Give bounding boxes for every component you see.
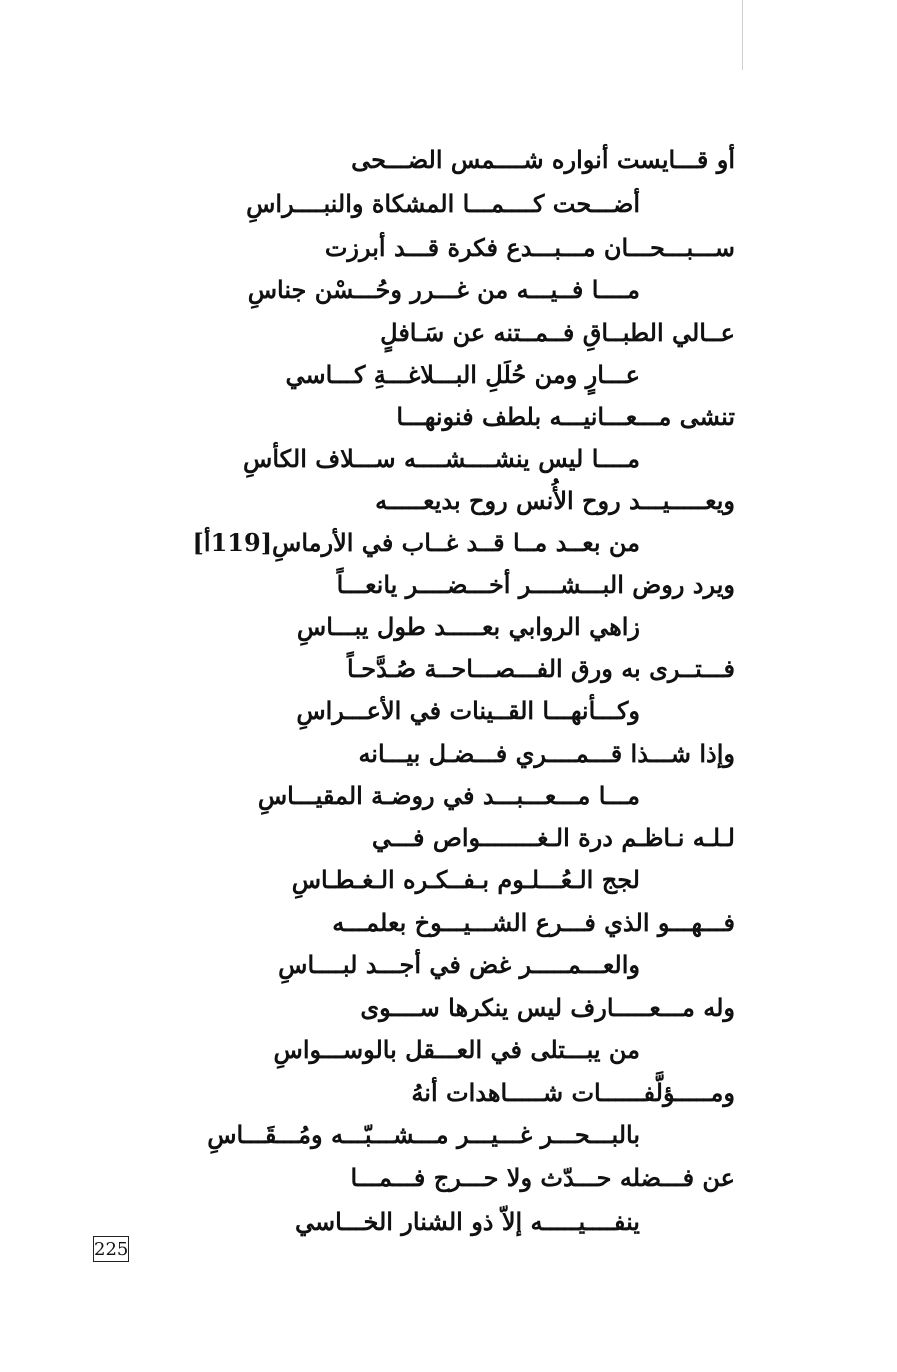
verse-21: وله مـــعـــــارف ليس ينكرها ســــوى [360,993,735,1022]
verse-2: أضـــحت كــــمـــا المشكاة والنبــــراسِ [246,189,640,218]
verse-23: ومـــــؤلَّفــــــات شـــــاهدات أنهُ [411,1078,735,1107]
verse-14: وكـــأنهـــا القــينات في الأعـــراسِ [296,696,640,725]
verse-17: لـلـه نـاظـم درة الـغــــــــواص فـــي [371,823,735,852]
verse-20: والعـــمـــــر غض في أجـــد لبــــاسِ [278,950,640,979]
verse-19: فـــهـــو الذي فـــرع الشـــيـــوخ بعلمـــه [332,908,735,937]
verse-13: فـــتــرى به ورق الفـــصـــاحــة صُـدَّحـاً [346,654,735,683]
verse-22: من يبـــتلى في العـــقل بالوســـواسِ [273,1035,640,1064]
verse-1: أو قـــايست أنواره شــــمس الضـــحى [351,145,735,174]
verse-9: ويعـــــيـــد روح الأُنس روح بديعـــــه [375,486,735,515]
page-number: 225 [93,1236,129,1262]
verse-10: من بعــد مــا قــد غــاب في الأرماسِ[119أ] [192,528,640,557]
verse-24: بالبـــحـــر غـــيـــر مـــشـــبّـــه ومُـــقَـــاسِ [207,1120,640,1149]
verse-11: ويرد روض البـــشــــر أخـــضــــر يانعـــاً [336,570,735,599]
verse-6: عـــارٍ ومن حُلَلِ البـــلاغـــةِ كـــاسي [285,360,640,389]
verse-12: زاهي الروابي بعـــــد طول يبـــاسِ [296,612,640,641]
verse-16: مـــا مـــعـــبـــد في روضـة المقيـــاسِ [257,781,640,810]
verse-4: مــــا فــيـــه من غـــرر وحُـــسْن جناسِ [247,275,640,304]
verse-3: ســـبـــحـــان مـــبـــدع فكرة قـــد أبرزت [324,233,735,262]
verse-26: ينفــــيـــــه إلاّ ذو الشنار الخـــاسي [294,1207,640,1236]
verse-18: لجج الـعُـــلـوم بـفــكـره الـغـطـاسِ [291,865,640,894]
verse-25: عن فـــضله حـــدّث ولا حـــرج فـــمـــا [350,1163,735,1192]
verse-5: عــالي الطبــاقِ فــمــتنه عن سَـافلٍ [380,318,735,347]
verse-8: مــــا ليس ينشــــشــــه ســـلاف الكأسِ [243,444,640,473]
verse-15: وإذا شـــذا قـــمــــري فـــضـل بيـــانه [358,739,735,768]
verse-7: تنشى مـــعـــانيـــه بلطف فنونهـــا [396,402,735,431]
